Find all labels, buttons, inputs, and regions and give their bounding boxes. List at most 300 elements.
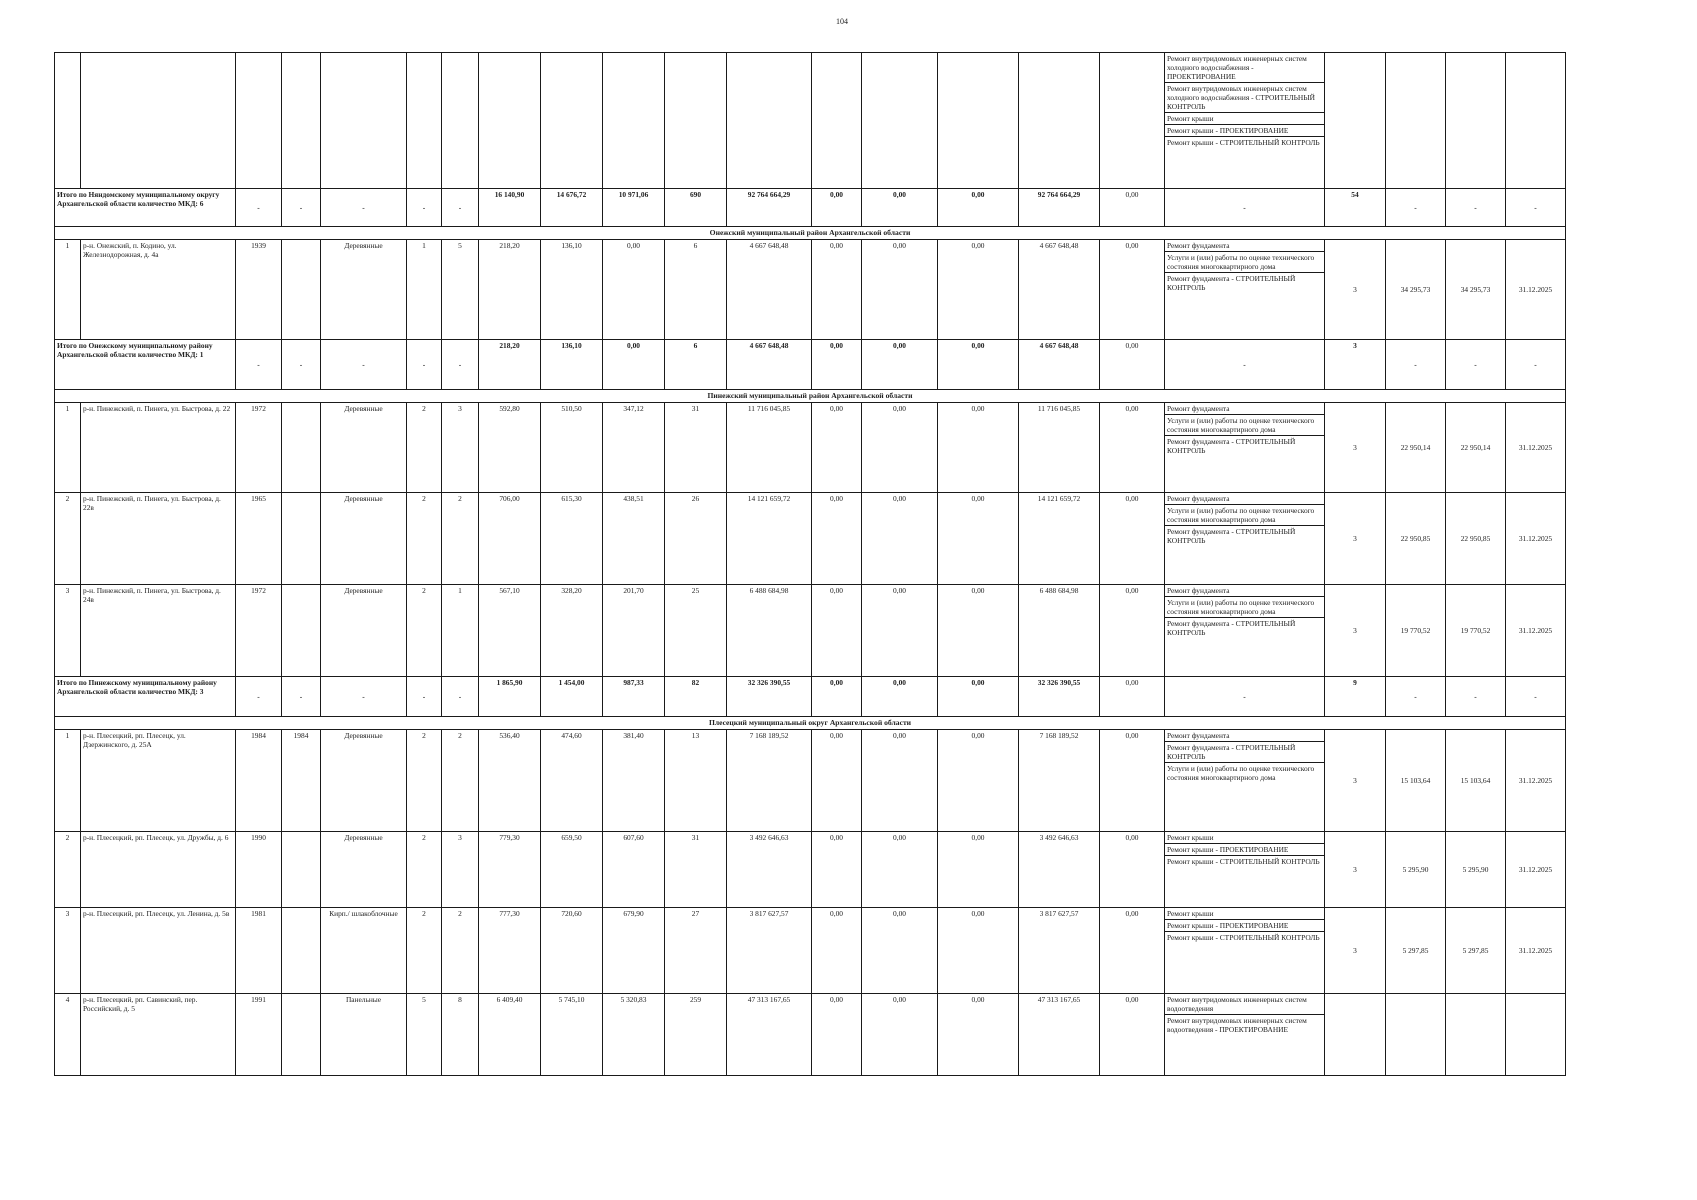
wall-material: Деревянные <box>321 730 407 832</box>
section-header-row <box>55 227 1566 240</box>
reconstruction-year: 1984 <box>282 730 321 832</box>
data-table <box>54 52 1566 1076</box>
fund2: 0,00 <box>862 340 938 390</box>
fund2: 0,00 <box>862 730 938 832</box>
units-count: 3 <box>1325 585 1386 677</box>
build-year: 1984 <box>236 730 282 832</box>
units-count: 3 <box>1325 240 1386 340</box>
section-header-row <box>55 390 1566 403</box>
empty-cell <box>1325 53 1386 189</box>
empty-cell <box>282 53 321 189</box>
work-item: Услуги и (или) работы по оценке технического состояния многоквартирного дома <box>1165 597 1324 618</box>
empty-cell <box>665 53 727 189</box>
area_total: 6 409,40 <box>479 994 541 1076</box>
work-item: Ремонт внутридомовых инженерных систем холодного водоснабжения - ПРОЕКТИРОВАНИЕ <box>1165 53 1324 83</box>
dash-cell: - <box>1506 189 1566 227</box>
unit-cost: 5 295,90 <box>1386 832 1446 908</box>
address: р-н. Плесецкий, рп. Савинский, пер. Российский, д. 5 <box>81 994 236 1076</box>
fund1: 0,00 <box>812 677 862 717</box>
area_private: 987,33 <box>603 677 665 717</box>
deadline: 31.12.2025 <box>1506 240 1566 340</box>
address: р-н. Пинежский, п. Пинега, ул. Быстрова, д. 22в <box>81 493 236 585</box>
area_living: 474,60 <box>541 730 603 832</box>
fund_owners: 6 488 684,98 <box>1019 585 1100 677</box>
build-year: 1939 <box>236 240 282 340</box>
cost_total: 4 667 648,48 <box>727 240 812 340</box>
fund_owners: 92 764 664,29 <box>1019 189 1100 227</box>
build-year: 1972 <box>236 403 282 493</box>
fund1: 0,00 <box>812 730 862 832</box>
area_total: 536,40 <box>479 730 541 832</box>
work-item: Ремонт крыши - СТРОИТЕЛЬНЫЙ КОНТРОЛЬ <box>1167 933 1320 943</box>
dash-cell: - <box>282 677 321 717</box>
cost_total: 32 326 390,55 <box>727 677 812 717</box>
deadline: 31.12.2025 <box>1506 730 1566 832</box>
fund3: 0,00 <box>938 994 1019 1076</box>
empty-cell <box>727 53 812 189</box>
area_private: 347,12 <box>603 403 665 493</box>
fund2: 0,00 <box>862 677 938 717</box>
unit-cost <box>1386 994 1446 1076</box>
area_living: 615,30 <box>541 493 603 585</box>
cost_total: 3 817 627,57 <box>727 908 812 994</box>
dash-cell: - <box>407 340 442 390</box>
work-item: Ремонт крыши - ПРОЕКТИРОВАНИЕ <box>1165 125 1324 137</box>
cost_total: 6 488 684,98 <box>727 585 812 677</box>
floors: 2 <box>407 908 442 994</box>
max-cost: 15 103,64 <box>1446 730 1506 832</box>
empty-cell <box>812 53 862 189</box>
area_total: 567,10 <box>479 585 541 677</box>
work-item: Ремонт фундамента - СТРОИТЕЛЬНЫЙ КОНТРОЛЬ <box>1167 527 1296 546</box>
area_living: 659,50 <box>541 832 603 908</box>
floors: 2 <box>407 493 442 585</box>
floors: 5 <box>407 994 442 1076</box>
area_total: 706,00 <box>479 493 541 585</box>
fund2: 0,00 <box>862 189 938 227</box>
empty-cell <box>603 53 665 189</box>
area_living: 510,50 <box>541 403 603 493</box>
max-cost: 22 950,85 <box>1446 493 1506 585</box>
empty-cell <box>1506 53 1566 189</box>
empty-cell <box>938 53 1019 189</box>
reconstruction-year <box>282 240 321 340</box>
cost_total: 47 313 167,65 <box>727 994 812 1076</box>
units-count: 3 <box>1325 730 1386 832</box>
empty-cell <box>479 53 541 189</box>
units-count: 3 <box>1325 908 1386 994</box>
dash-cell: - <box>1165 340 1325 390</box>
empty-cell <box>442 53 479 189</box>
empty-cell <box>407 53 442 189</box>
fund_other: 0,00 <box>1100 730 1165 832</box>
area_living: 5 745,10 <box>541 994 603 1076</box>
build-year: 1965 <box>236 493 282 585</box>
section-title: Онежский муниципальный район Архангельской области <box>55 227 1566 240</box>
work-item: Ремонт крыши <box>1165 113 1324 125</box>
fund2: 0,00 <box>862 994 938 1076</box>
units-count: 9 <box>1325 677 1386 717</box>
fund-other: 0,00 <box>1100 677 1165 717</box>
area_total: 779,30 <box>479 832 541 908</box>
works-list <box>1165 994 1325 1076</box>
dash-cell: - <box>1506 677 1566 717</box>
work-item: Ремонт крыши - СТРОИТЕЛЬНЫЙ КОНТРОЛЬ <box>1167 138 1320 148</box>
section-title: Пинежский муниципальный район Архангельской области <box>55 390 1566 403</box>
area_total: 592,80 <box>479 403 541 493</box>
unit-cost: 22 950,14 <box>1386 403 1446 493</box>
fund1: 0,00 <box>812 240 862 340</box>
work-item: Ремонт фундамента - СТРОИТЕЛЬНЫЙ КОНТРОЛЬ <box>1167 437 1296 456</box>
row-number: 2 <box>55 493 81 585</box>
residents: 6 <box>665 340 727 390</box>
unit-cost: 19 770,52 <box>1386 585 1446 677</box>
area_private: 201,70 <box>603 585 665 677</box>
max-cost <box>1446 994 1506 1076</box>
unit-cost: 34 295,73 <box>1386 240 1446 340</box>
entrances: 3 <box>442 832 479 908</box>
fund_other: 0,00 <box>1100 240 1165 340</box>
dash-cell: - <box>442 189 479 227</box>
row-number: 1 <box>55 240 81 340</box>
dash-cell: - <box>282 340 321 390</box>
dash-cell: - <box>1165 189 1325 227</box>
units-count: 54 <box>1325 189 1386 227</box>
fund2: 0,00 <box>862 240 938 340</box>
works-list <box>1165 908 1325 994</box>
area_living: 1 454,00 <box>541 677 603 717</box>
area_total: 218,20 <box>479 240 541 340</box>
work-item: Ремонт фундамента - СТРОИТЕЛЬНЫЙ КОНТРОЛЬ <box>1165 742 1324 763</box>
dash-cell: - <box>321 340 407 390</box>
fund_owners: 3 817 627,57 <box>1019 908 1100 994</box>
empty-cell <box>862 53 938 189</box>
address: р-н. Онежский, п. Кодино, ул. Железнодорожная, д. 4а <box>81 240 236 340</box>
area_total: 777,30 <box>479 908 541 994</box>
total-label: Итого по Пинежскому муниципальному району Архангельской области количество МКД: 3 <box>55 677 236 717</box>
work-item: Ремонт фундамента <box>1165 403 1324 415</box>
empty-cell <box>1386 53 1446 189</box>
reconstruction-year <box>282 908 321 994</box>
entrances: 3 <box>442 403 479 493</box>
cost_total: 92 764 664,29 <box>727 189 812 227</box>
area_private: 607,60 <box>603 832 665 908</box>
empty-cell <box>55 53 81 189</box>
work-item: Ремонт внутридомовых инженерных систем водоотведения - ПРОЕКТИРОВАНИЕ <box>1167 1016 1307 1035</box>
address: р-н. Пинежский, п. Пинега, ул. Быстрова, д. 24в <box>81 585 236 677</box>
wall-material: Деревянные <box>321 585 407 677</box>
wall-material: Кирп./ шлакоблочные <box>321 908 407 994</box>
fund_other: 0,00 <box>1100 493 1165 585</box>
fund-other: 0,00 <box>1100 189 1165 227</box>
dash-cell: - <box>1386 340 1446 390</box>
residents: 31 <box>665 832 727 908</box>
residents: 25 <box>665 585 727 677</box>
max-cost: 5 295,90 <box>1446 832 1506 908</box>
cost_total: 14 121 659,72 <box>727 493 812 585</box>
fund_owners: 4 667 648,48 <box>1019 240 1100 340</box>
fund_owners: 11 716 045,85 <box>1019 403 1100 493</box>
build-year: 1991 <box>236 994 282 1076</box>
fund1: 0,00 <box>812 340 862 390</box>
dash-cell: - <box>1446 189 1506 227</box>
empty-cell <box>1019 53 1100 189</box>
dash-cell: - <box>442 340 479 390</box>
work-item: Ремонт крыши <box>1165 832 1324 844</box>
total-row <box>55 340 1566 390</box>
address: р-н. Пинежский, п. Пинега, ул. Быстрова, д. 22 <box>81 403 236 493</box>
fund_other: 0,00 <box>1100 908 1165 994</box>
fund3: 0,00 <box>938 832 1019 908</box>
fund1: 0,00 <box>812 189 862 227</box>
fund3: 0,00 <box>938 189 1019 227</box>
fund3: 0,00 <box>938 340 1019 390</box>
empty-cell <box>1100 53 1165 189</box>
fund_owners: 47 313 167,65 <box>1019 994 1100 1076</box>
table-row <box>55 493 1566 585</box>
work-item: Услуги и (или) работы по оценке технического состояния многоквартирного дома <box>1165 252 1324 273</box>
floors: 1 <box>407 240 442 340</box>
area_private: 0,00 <box>603 340 665 390</box>
fund_owners: 32 326 390,55 <box>1019 677 1100 717</box>
fund_owners: 7 168 189,52 <box>1019 730 1100 832</box>
work-item: Ремонт внутридомовых инженерных систем холодного водоснабжения - СТРОИТЕЛЬНЫЙ КОНТРОЛЬ <box>1165 83 1324 113</box>
table-row <box>55 403 1566 493</box>
work-item: Ремонт крыши - ПРОЕКТИРОВАНИЕ <box>1165 920 1324 932</box>
floors: 2 <box>407 585 442 677</box>
area_private: 679,90 <box>603 908 665 994</box>
residents: 6 <box>665 240 727 340</box>
work-item: Ремонт фундамента <box>1165 493 1324 505</box>
area_total: 1 865,90 <box>479 677 541 717</box>
entrances: 2 <box>442 730 479 832</box>
row-number: 3 <box>55 908 81 994</box>
units-count: 3 <box>1325 340 1386 390</box>
fund2: 0,00 <box>862 493 938 585</box>
residents: 82 <box>665 677 727 717</box>
deadline: 31.12.2025 <box>1506 908 1566 994</box>
units-count: 3 <box>1325 403 1386 493</box>
unit-cost: 5 297,85 <box>1386 908 1446 994</box>
address: р-н. Плесецкий, рп. Плесецк, ул. Дзержинского, д. 25А <box>81 730 236 832</box>
section-header-row <box>55 717 1566 730</box>
fund1: 0,00 <box>812 493 862 585</box>
fund3: 0,00 <box>938 403 1019 493</box>
empty-cell <box>236 53 282 189</box>
area_private: 5 320,83 <box>603 994 665 1076</box>
fund-other: 0,00 <box>1100 340 1165 390</box>
fund2: 0,00 <box>862 832 938 908</box>
units-count: 3 <box>1325 832 1386 908</box>
table-row <box>55 730 1566 832</box>
dash-cell: - <box>236 189 282 227</box>
units-count <box>1325 994 1386 1076</box>
table-row <box>55 53 1566 189</box>
area_living: 328,20 <box>541 585 603 677</box>
area_private: 381,40 <box>603 730 665 832</box>
total-row <box>55 677 1566 717</box>
table-row <box>55 832 1566 908</box>
residents: 31 <box>665 403 727 493</box>
fund3: 0,00 <box>938 730 1019 832</box>
empty-cell <box>321 53 407 189</box>
fund_other: 0,00 <box>1100 832 1165 908</box>
fund2: 0,00 <box>862 908 938 994</box>
works-list <box>1165 403 1325 493</box>
works-list <box>1165 53 1325 189</box>
dash-cell: - <box>282 189 321 227</box>
area_living: 720,60 <box>541 908 603 994</box>
build-year: 1972 <box>236 585 282 677</box>
work-item: Услуги и (или) работы по оценке технического состояния многоквартирного дома <box>1167 764 1315 783</box>
area_living: 136,10 <box>541 240 603 340</box>
max-cost: 34 295,73 <box>1446 240 1506 340</box>
empty-cell <box>1446 53 1506 189</box>
area_total: 16 140,90 <box>479 189 541 227</box>
address: р-н. Плесецкий, рп. Плесецк, ул. Дружбы, д. 6 <box>81 832 236 908</box>
empty-cell <box>81 53 236 189</box>
fund_owners: 3 492 646,63 <box>1019 832 1100 908</box>
dash-cell: - <box>321 677 407 717</box>
cost_total: 7 168 189,52 <box>727 730 812 832</box>
fund_owners: 4 667 648,48 <box>1019 340 1100 390</box>
area_private: 438,51 <box>603 493 665 585</box>
deadline: 31.12.2025 <box>1506 493 1566 585</box>
fund3: 0,00 <box>938 677 1019 717</box>
capital-repair-table <box>54 52 1560 1076</box>
work-item: Ремонт крыши - СТРОИТЕЛЬНЫЙ КОНТРОЛЬ <box>1167 857 1320 867</box>
fund1: 0,00 <box>812 994 862 1076</box>
reconstruction-year <box>282 403 321 493</box>
dash-cell: - <box>236 677 282 717</box>
floors: 2 <box>407 403 442 493</box>
deadline: 31.12.2025 <box>1506 403 1566 493</box>
reconstruction-year <box>282 832 321 908</box>
section-title: Плесецкий муниципальный округ Архангельской области <box>55 717 1566 730</box>
work-item: Ремонт фундамента <box>1165 730 1324 742</box>
work-item: Услуги и (или) работы по оценке технического состояния многоквартирного дома <box>1165 505 1324 526</box>
row-number: 2 <box>55 832 81 908</box>
floors: 2 <box>407 832 442 908</box>
work-item: Ремонт крыши <box>1165 908 1324 920</box>
residents: 690 <box>665 189 727 227</box>
reconstruction-year <box>282 493 321 585</box>
wall-material: Панельные <box>321 994 407 1076</box>
works-list <box>1165 730 1325 832</box>
wall-material: Деревянные <box>321 403 407 493</box>
fund3: 0,00 <box>938 585 1019 677</box>
row-number: 1 <box>55 730 81 832</box>
units-count: 3 <box>1325 493 1386 585</box>
dash-cell: - <box>407 189 442 227</box>
fund2: 0,00 <box>862 403 938 493</box>
area_living: 14 676,72 <box>541 189 603 227</box>
max-cost: 5 297,85 <box>1446 908 1506 994</box>
table-row <box>55 240 1566 340</box>
work-item: Ремонт фундамента <box>1165 585 1324 597</box>
entrances: 2 <box>442 908 479 994</box>
fund1: 0,00 <box>812 832 862 908</box>
entrances: 8 <box>442 994 479 1076</box>
work-item: Ремонт фундамента <box>1165 240 1324 252</box>
table-row <box>55 994 1566 1076</box>
works-list <box>1165 585 1325 677</box>
works-list <box>1165 240 1325 340</box>
fund3: 0,00 <box>938 493 1019 585</box>
reconstruction-year <box>282 994 321 1076</box>
fund3: 0,00 <box>938 908 1019 994</box>
entrances: 2 <box>442 493 479 585</box>
dash-cell: - <box>407 677 442 717</box>
total-label: Итого по Няндомскому муниципальному округу Архангельской области количество МКД: 6 <box>55 189 236 227</box>
area_total: 218,20 <box>479 340 541 390</box>
works-list <box>1165 832 1325 908</box>
fund_owners: 14 121 659,72 <box>1019 493 1100 585</box>
fund_other: 0,00 <box>1100 994 1165 1076</box>
cost_total: 3 492 646,63 <box>727 832 812 908</box>
total-row <box>55 189 1566 227</box>
unit-cost: 22 950,85 <box>1386 493 1446 585</box>
fund2: 0,00 <box>862 585 938 677</box>
dash-cell: - <box>1386 189 1446 227</box>
deadline: 31.12.2025 <box>1506 832 1566 908</box>
build-year: 1990 <box>236 832 282 908</box>
dash-cell: - <box>442 677 479 717</box>
cost_total: 4 667 648,48 <box>727 340 812 390</box>
work-item: Ремонт внутридомовых инженерных систем водоотведения <box>1165 994 1324 1015</box>
work-item: Ремонт крыши - ПРОЕКТИРОВАНИЕ <box>1165 844 1324 856</box>
area_private: 0,00 <box>603 240 665 340</box>
fund_other: 0,00 <box>1100 403 1165 493</box>
work-item: Ремонт фундамента - СТРОИТЕЛЬНЫЙ КОНТРОЛЬ <box>1167 619 1296 638</box>
max-cost: 22 950,14 <box>1446 403 1506 493</box>
dash-cell: - <box>1165 677 1325 717</box>
work-item: Ремонт фундамента - СТРОИТЕЛЬНЫЙ КОНТРОЛЬ <box>1167 274 1296 293</box>
fund1: 0,00 <box>812 908 862 994</box>
wall-material: Деревянные <box>321 493 407 585</box>
dash-cell: - <box>321 189 407 227</box>
fund3: 0,00 <box>938 240 1019 340</box>
wall-material: Деревянные <box>321 832 407 908</box>
build-year: 1981 <box>236 908 282 994</box>
deadline <box>1506 994 1566 1076</box>
dash-cell: - <box>1386 677 1446 717</box>
residents: 27 <box>665 908 727 994</box>
dash-cell: - <box>1506 340 1566 390</box>
reconstruction-year <box>282 585 321 677</box>
cost_total: 11 716 045,85 <box>727 403 812 493</box>
entrances: 5 <box>442 240 479 340</box>
area_private: 10 971,06 <box>603 189 665 227</box>
works-list <box>1165 493 1325 585</box>
page-number: 104 <box>836 17 848 26</box>
wall-material: Деревянные <box>321 240 407 340</box>
table-row <box>55 908 1566 994</box>
dash-cell: - <box>1446 677 1506 717</box>
table-row <box>55 585 1566 677</box>
dash-cell: - <box>236 340 282 390</box>
fund1: 0,00 <box>812 585 862 677</box>
fund1: 0,00 <box>812 403 862 493</box>
residents: 259 <box>665 994 727 1076</box>
total-label: Итого по Онежскому муниципальному району Архангельской области количество МКД: 1 <box>55 340 236 390</box>
unit-cost: 15 103,64 <box>1386 730 1446 832</box>
row-number: 4 <box>55 994 81 1076</box>
empty-cell <box>541 53 603 189</box>
row-number: 3 <box>55 585 81 677</box>
address: р-н. Плесецкий, рп. Плесецк, ул. Ленина, д. 5в <box>81 908 236 994</box>
residents: 13 <box>665 730 727 832</box>
